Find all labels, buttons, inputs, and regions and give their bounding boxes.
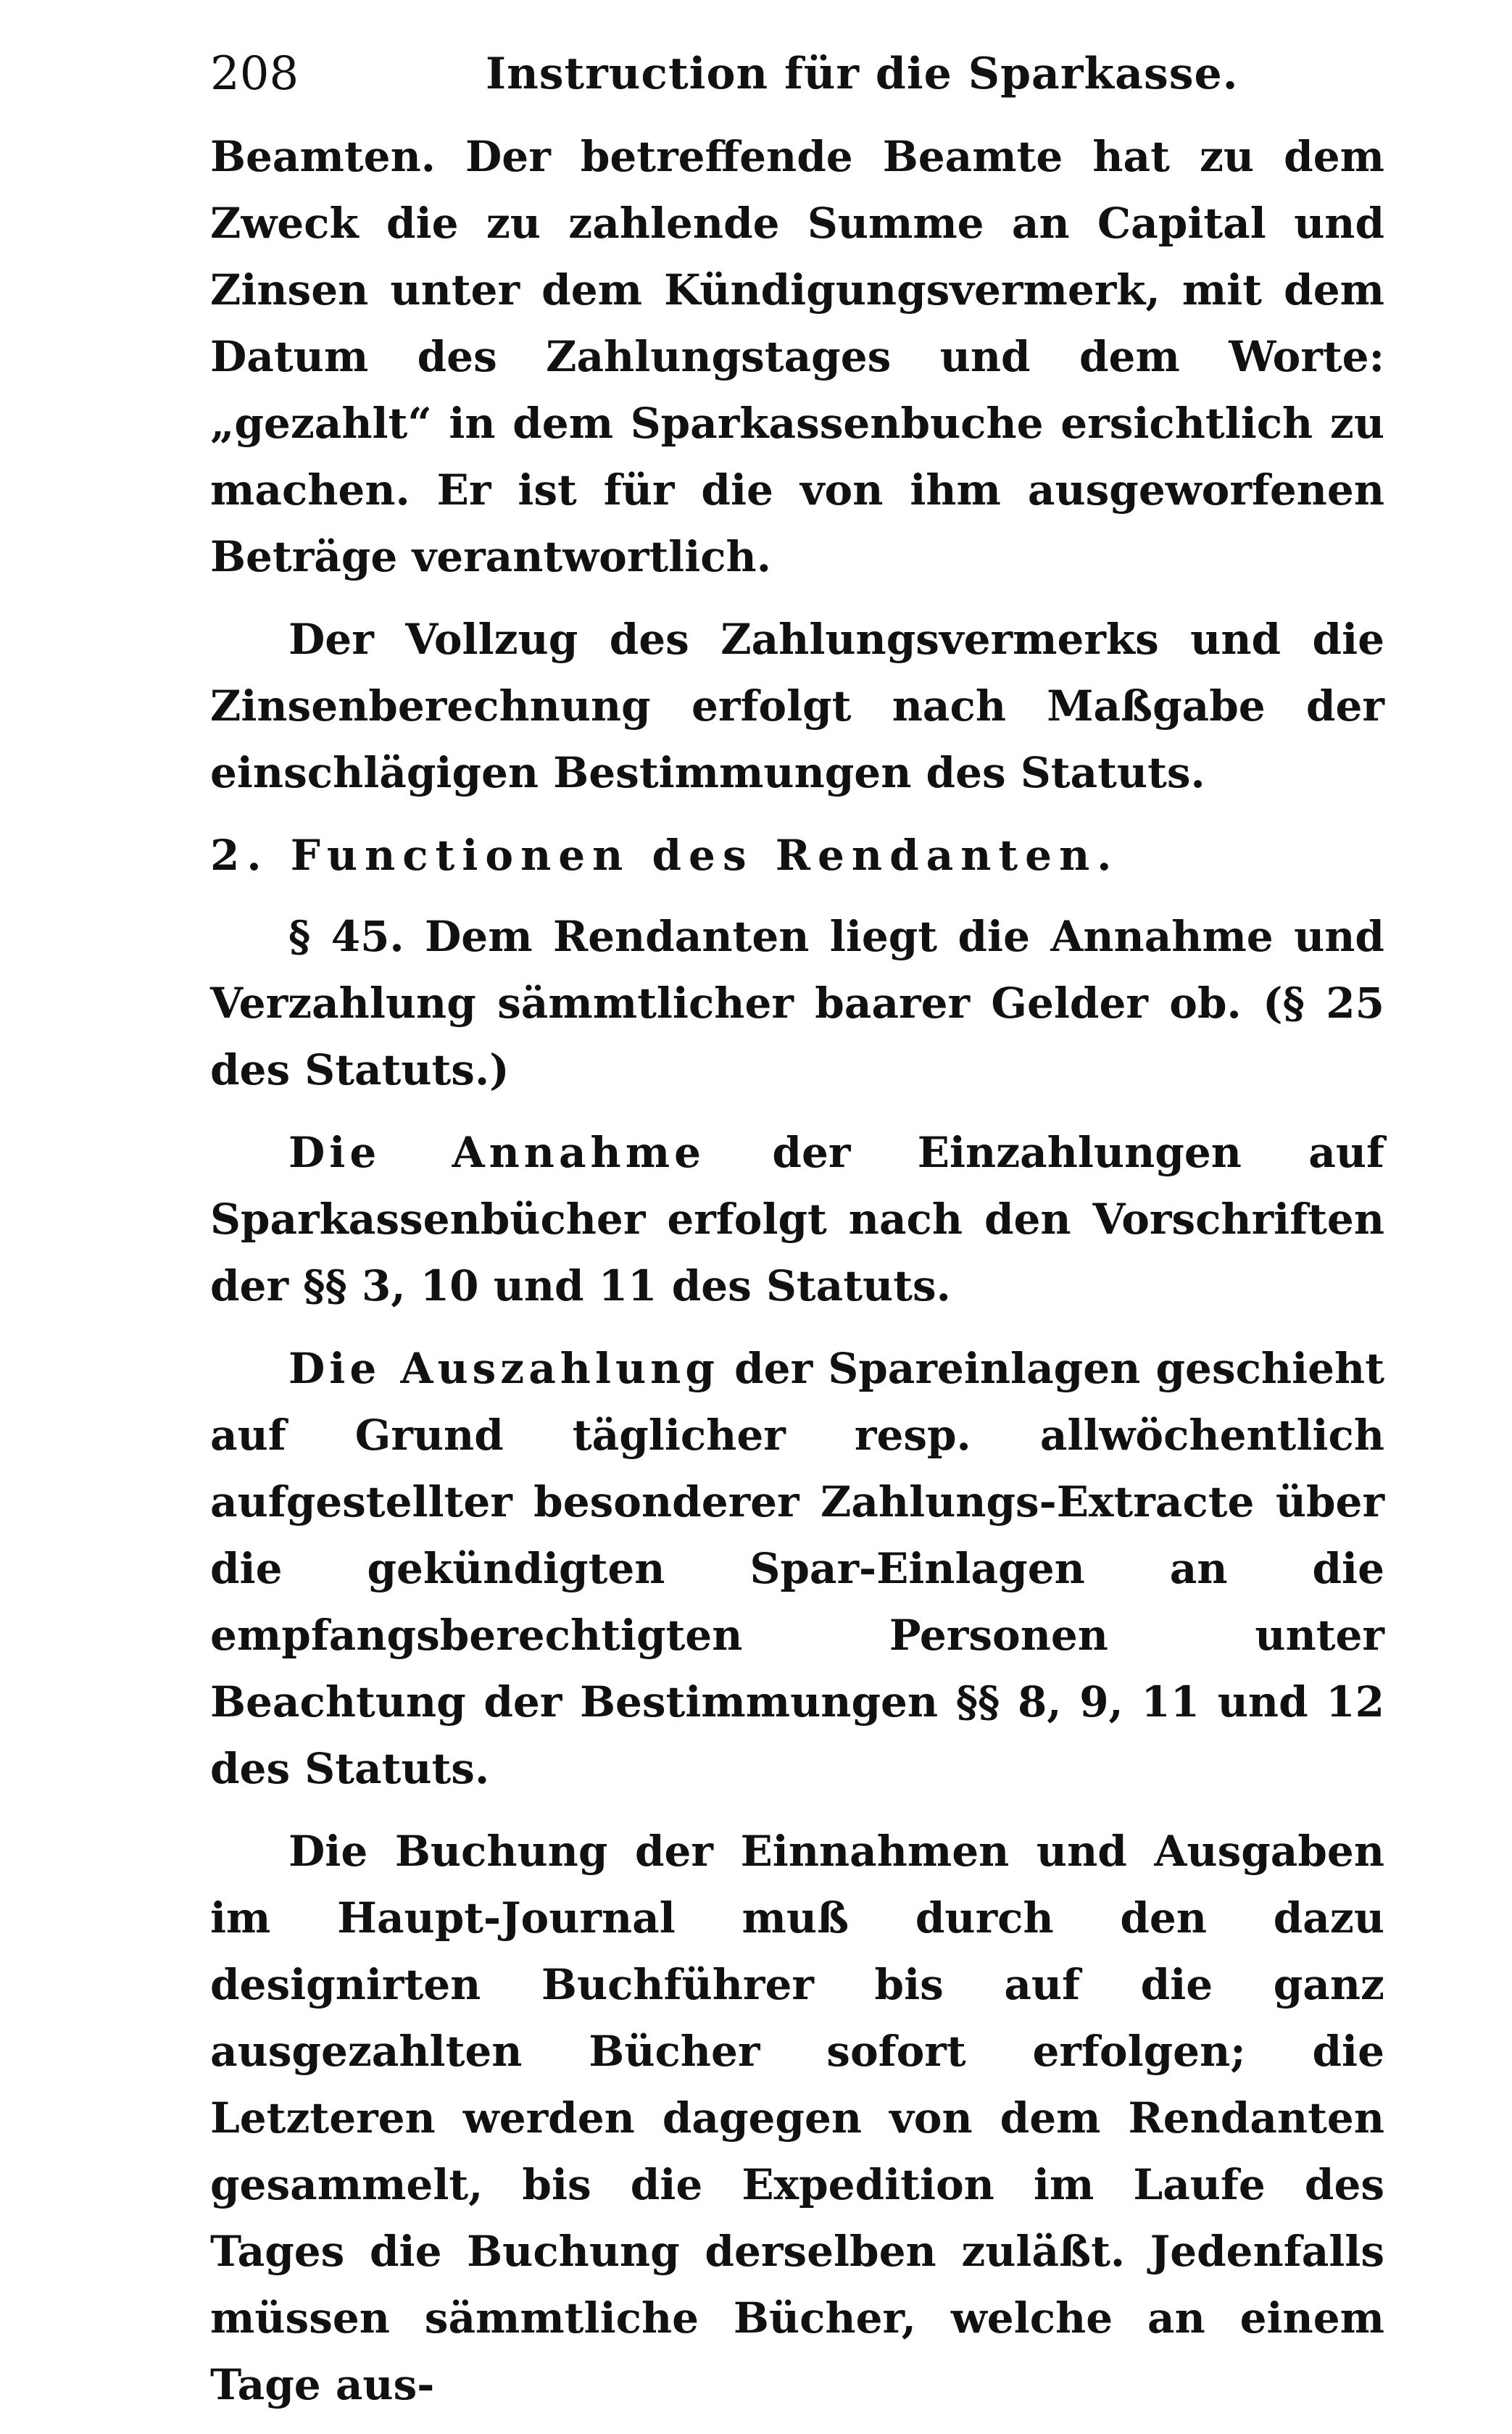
paragraph-1: Beamten. Der betreffende Beamte hat zu dem Zweck die zu zahlende Summe an Capital und Zinsen unter dem Kündigungsvermerk, mit dem Datum des Zahlungstages und dem Worte: „gezahlt“ in dem Sparkassenbuche ersichtlich zu machen. Er ist für die von ihm ausgeworfenen Beträge verantwortlich. [210, 132, 1384, 581]
paragraph-4-text: der Einzahlungen auf Sparkassenbücher erfolgt nach den Vorschriften der §§ 3, 10 und 11 des Statuts. [210, 1128, 1384, 1311]
paragraph-5 [210, 1335, 1384, 1802]
section-heading: 2. Functionen des Rendanten. [210, 831, 1119, 880]
paragraph-5-text: der Spareinlagen geschieht auf Grund täglicher resp. allwöchentlich aufgestellter besonderer Zahlungs-Extracte über die gekündigten Spar-Einlagen an die empfangsberechtigten Personen unter Beachtung der Bestimmungen §§ 8, 9, 11 und 12 des Statuts. [210, 1344, 1384, 1793]
body-text [210, 123, 1384, 2434]
paragraph-6: Die Buchung der Einnahmen und Ausgaben im Haupt-Journal muß durch den dazu designirten Buchführer bis auf die ganz ausgezahlten Bücher sofort erfolgen; die Letzteren werden dagegen von dem Rendanten gesammelt, bis die Expedition im Laufe des Tages die Buchung derselben zuläßt. Jedenfalls müssen sämmtliche Bücher, welche an einem Tage aus- [210, 1827, 1384, 2409]
running-title: Instruction für die Sparkasse. [486, 49, 1239, 99]
paragraph-5-lead: Die Auszahlung [288, 1344, 719, 1393]
page-header [210, 45, 1384, 103]
paragraph-4-lead: Die Annahme [288, 1128, 705, 1177]
paragraph-4 [210, 1119, 1384, 1319]
paragraph-3: § 45. Dem Rendanten liegt die Annahme und Verzahlung sämmtlicher baarer Gelder ob. (§ 25 des Statuts.) [210, 912, 1384, 1095]
page-number: 208 [210, 47, 299, 101]
paragraph-2: Der Vollzug des Zahlungsvermerks und die Zinsenberechnung erfolgt nach Maßgabe der einschlägigen Bestimmungen des Statuts. [210, 615, 1384, 797]
